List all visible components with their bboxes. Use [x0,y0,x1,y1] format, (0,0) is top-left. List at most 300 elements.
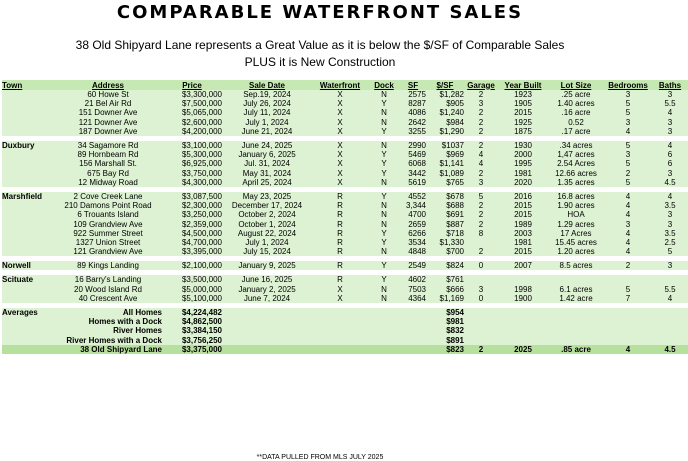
dock-cell: Y [381,99,387,109]
data-source-footnote: **DATA PULLED FROM MLS JULY 2025 [256,454,384,461]
waterfront-cell: X [337,168,343,178]
baths-cell: 3 [667,210,673,220]
lot-size-cell: 1.42 acre [559,293,593,303]
baths-cell: 5.5 [664,99,676,109]
town-cell: Duxbury [2,141,35,151]
average-price-cell: $3,756,250 [181,335,222,345]
bedrooms-cell: 4 [625,237,631,247]
waterfront-cell: R [337,228,343,238]
empty-cell [368,345,400,354]
average-psf-cell: $891 [446,335,464,345]
header-sf: SF [400,80,426,90]
price-cell: $5,065,000 [181,108,222,118]
lot-size-cell: 17 Acres [560,228,592,238]
empty-cell [312,308,368,317]
year-built-cell: 2015 [514,247,532,257]
table-row [2,294,688,303]
empty-cell [604,308,652,317]
price-per-sf-cell: $1037 [441,141,464,151]
sale-date-cell: June 21, 2024 [241,126,293,136]
bedrooms-cell: 4 [625,247,631,257]
table-row [2,261,688,270]
garage-cell: 4 [478,150,484,160]
sf-cell: 5619 [408,177,426,187]
baths-cell: 3 [667,219,673,229]
price-cell: $4,700,000 [181,237,222,247]
table-row [2,141,688,150]
address-cell: 60 Howe St [87,90,129,100]
waterfront-cell: X [337,99,343,109]
sf-cell: 2642 [408,117,426,127]
baths-cell: 4 [667,108,673,118]
empty-cell [400,345,426,354]
lot-size-cell: .17 acre [561,126,591,136]
sale-date-cell: May 31, 2024 [242,168,292,178]
table-row [2,99,688,108]
subject-year-cell: 2025 [498,345,548,354]
garage-cell: 2 [478,219,484,229]
bedrooms-cell: 5 [625,284,631,294]
price-cell: $3,100,000 [181,141,222,151]
lot-size-cell: HOA [567,210,585,220]
year-built-cell: 1981 [514,168,532,178]
table-row [2,118,688,127]
address-cell: 109 Grandview Ave [73,219,143,229]
subtitle-line-1: 38 Old Shipyard Lane represents a Great Value as it is below the $/SF of Comparable Sales [75,38,565,52]
baths-cell: 4 [667,293,673,303]
dock-cell: Y [381,126,387,136]
dock-cell: N [381,117,387,127]
dock-cell: N [381,108,387,118]
lot-size-cell: 6.1 acres [559,284,593,294]
price-per-sf-cell: $1,330 [439,237,464,247]
garage-cell: 2 [478,247,484,257]
subject-lot-cell: .85 acre [548,345,604,354]
bedrooms-cell: 4 [625,210,631,220]
year-built-cell: 1981 [514,237,532,247]
town-cell [2,90,54,99]
header-sale-date: Sale Date [222,80,312,90]
year-built-cell: 2016 [514,191,532,201]
garage-cell: 2 [478,210,484,220]
waterfront-cell: X [337,108,343,118]
address-cell: 89 Kings Landing [77,261,139,271]
price-cell: $4,500,000 [181,228,222,238]
town-cell [2,210,54,219]
sf-cell: 4602 [408,275,426,285]
garage-cell: 2 [478,141,484,151]
empty-cell [312,317,368,326]
lot-size-cell: 8.5 acres [559,261,593,271]
empty-cell [548,326,604,335]
waterfront-cell: X [337,293,343,303]
baths-cell: 5.5 [664,284,676,294]
town-cell [2,201,54,210]
price-per-sf-cell: $1,089 [439,168,464,178]
empty-cell [652,308,688,317]
address-cell: 34 Sagamore Rd [77,141,139,151]
bedrooms-cell: 2 [625,168,631,178]
header-baths: Baths [652,80,688,90]
price-per-sf-cell: $700 [446,247,464,257]
table-row [2,238,688,247]
waterfront-cell: R [337,219,343,229]
garage-cell: 2 [478,126,484,136]
address-cell: 40 Crescent Ave [78,293,138,303]
garage-cell: 3 [478,99,484,109]
average-label-cell: Homes with a Dock [88,317,162,327]
sf-cell: 2549 [408,261,426,271]
sf-cell: 3255 [408,126,426,136]
year-built-cell: 1995 [514,159,532,169]
lot-size-cell [548,275,604,284]
waterfront-cell: R [337,275,343,285]
address-cell: 121 Grandview Ave [73,247,143,257]
sale-date-cell: January 9, 2025 [238,261,296,271]
baths-cell: 3 [667,126,673,136]
waterfront-cell: R [337,247,343,257]
price-cell: $2,600,000 [181,117,222,127]
empty-cell [548,336,604,345]
garage-cell: 0 [478,293,484,303]
table-row [2,159,688,168]
waterfront-cell: X [337,141,343,151]
dock-cell: Y [381,191,387,201]
price-cell: $5,300,000 [181,150,222,160]
address-cell: 1327 Union Street [75,237,141,247]
average-label-cell: River Homes with a Dock [66,335,162,345]
waterfront-cell: X [337,126,343,136]
header-dock: Dock [368,80,400,90]
empty-cell [464,326,498,335]
price-cell: $6,925,000 [181,159,222,169]
address-cell: 675 Bay Rd [87,168,129,178]
empty-cell [368,326,400,335]
baths-cell: 3.5 [664,228,676,238]
price-cell: $3,500,000 [181,275,222,285]
year-built-cell: 2000 [514,150,532,160]
empty-cell [464,308,498,317]
town-cell [2,169,54,178]
empty-cell [312,326,368,335]
bedrooms-cell: 5 [625,99,631,109]
baths-cell: 3 [667,90,673,100]
sale-date-cell: Jul. 31, 2024 [244,159,290,169]
averages-label [2,326,54,335]
table-body [2,90,688,354]
subject-beds-cell: 4 [604,345,652,354]
price-cell: $3,395,000 [181,247,222,257]
sale-date-cell: June 7, 2024 [243,293,291,303]
price-per-sf-cell: $1,282 [439,90,464,100]
header-lot-size: Lot Size [548,80,604,90]
average-psf-cell: $954 [446,308,464,318]
price-cell: $5,100,000 [181,293,222,303]
price-per-sf-cell: $887 [446,219,464,229]
header-address: Address [54,80,162,90]
empty-cell [548,308,604,317]
subject-psf-cell: $823 [426,345,464,354]
town-cell [2,108,54,117]
price-per-sf-cell: $1,290 [439,126,464,136]
empty-cell [222,308,312,317]
header-price-per-sf: $/SF [426,80,464,90]
header-year-built: Year Built [498,80,548,90]
average-row [2,326,688,335]
year-built-cell: 1930 [514,141,532,151]
empty-cell [604,317,652,326]
subject-property-row [2,345,688,354]
town-cell [2,159,54,168]
sf-cell: 5469 [408,150,426,160]
price-per-sf-cell: $969 [446,150,464,160]
waterfront-cell: X [337,90,343,100]
empty-cell [368,336,400,345]
year-built-cell: 1923 [514,90,532,100]
bedrooms-cell: 4 [625,201,631,211]
sale-date-cell: January 6, 2025 [238,150,296,160]
empty-cell [498,326,548,335]
baths-cell: 2.5 [664,237,676,247]
sf-cell: 3442 [408,168,426,178]
year-built-cell [498,275,548,284]
garage-cell [464,275,498,284]
empty-cell [548,317,604,326]
sf-cell: 3,344 [405,201,426,211]
price-per-sf-cell: $1,141 [439,159,464,169]
garage-cell: 3 [478,284,484,294]
lot-size-cell: .25 acre [561,90,591,100]
bedrooms-cell: 4 [625,126,631,136]
price-cell: $7,500,000 [181,99,222,109]
address-cell: 121 Downer Ave [78,117,138,127]
garage-cell: 4 [478,159,484,169]
waterfront-cell: X [337,150,343,160]
sf-cell: 4848 [408,247,426,257]
bedrooms-cell: 5 [625,141,631,151]
average-price-cell: $4,862,500 [181,317,222,327]
dock-cell: N [381,177,387,187]
year-built-cell: 2015 [514,108,532,118]
waterfront-cell: X [337,159,343,169]
sf-cell: 6068 [408,159,426,169]
table-row [2,247,688,256]
year-built-cell: 1905 [514,99,532,109]
price-cell: $4,200,000 [181,126,222,136]
average-label-cell: River Homes [113,326,162,336]
sale-date-cell: June 16, 2025 [241,275,293,285]
year-built-cell: 2015 [514,201,532,211]
baths-cell: 4 [667,191,673,201]
average-psf-cell: $832 [446,326,464,336]
header-garage: Garage [464,80,498,90]
sf-cell: 3534 [408,237,426,247]
price-per-sf-cell: $765 [446,177,464,187]
sale-date-cell: January 2, 2025 [238,284,296,294]
baths-cell [652,275,688,284]
empty-cell [604,336,652,345]
empty-cell [652,326,688,335]
empty-cell [222,336,312,345]
town-cell [2,127,54,136]
town-cell [2,285,54,294]
baths-cell: 4.5 [664,177,676,187]
table-row [2,219,688,228]
dock-cell: N [381,293,387,303]
year-built-cell: 1998 [514,284,532,294]
empty-cell [2,345,54,354]
table-row [2,201,688,210]
price-cell: $3,750,000 [181,168,222,178]
price-cell: $3,250,000 [181,210,222,220]
empty-cell [312,345,368,354]
bedrooms-cell: 4 [625,191,631,201]
sf-cell: 6266 [408,228,426,238]
page-title: COMPARABLE WATERFRONT SALES [116,2,524,23]
sf-cell: 4700 [408,210,426,220]
price-cell: $4,300,000 [181,177,222,187]
baths-cell: 3 [667,261,673,271]
dock-cell: Y [381,168,387,178]
empty-cell [498,336,548,345]
price-cell: $3,300,000 [181,90,222,100]
garage-cell: 2 [478,117,484,127]
lot-size-cell: 12.66 acres [555,168,597,178]
empty-cell [312,336,368,345]
address-cell: 21 Bel Air Rd [84,99,132,109]
year-built-cell: 2007 [514,261,532,271]
price-per-sf-cell: $688 [446,201,464,211]
waterfront-cell: R [337,210,343,220]
empty-cell [400,326,426,335]
waterfront-cell: X [337,117,343,127]
sale-date-cell: October 2, 2024 [238,210,296,220]
sale-date-cell: July 15, 2024 [243,247,291,257]
bedrooms-cell: 5 [625,108,631,118]
table-row [2,169,688,178]
bedrooms-cell: 7 [625,293,631,303]
bedrooms-cell: 3 [625,150,631,160]
price-cell: $5,000,000 [181,284,222,294]
lot-size-cell: 1.40 acres [557,99,595,109]
lot-size-cell: 1.35 acres [557,177,595,187]
average-psf-cell: $981 [446,317,464,327]
address-cell: 6 Trouants Island [77,210,139,220]
dock-cell: Y [381,159,387,169]
garage-cell: 8 [478,228,484,238]
town-cell: Marshfield [2,191,43,201]
table-row [2,275,688,284]
comparable-sales-table [2,80,688,354]
average-row [2,336,688,345]
table-row [2,210,688,219]
price-cell: $2,300,000 [181,201,222,211]
sf-cell: 2575 [408,90,426,100]
subject-baths-cell: 4.5 [652,345,688,354]
town-cell [2,150,54,159]
town-cell [2,238,54,247]
average-row [2,308,688,317]
header-town: Town [2,80,54,90]
header-price: Price [162,80,222,90]
year-built-cell: 2020 [514,177,532,187]
sale-date-cell: December 17, 2024 [231,201,303,211]
price-per-sf-cell: $1,169 [439,293,464,303]
address-cell: 16 Barry's Landing [74,275,142,285]
address-cell: 187 Downer Ave [78,126,138,136]
lot-size-cell: 0.52 [568,117,584,127]
year-built-cell: 1900 [514,293,532,303]
empty-cell [464,336,498,345]
town-cell [2,294,54,303]
price-per-sf-cell: $905 [446,99,464,109]
dock-cell: N [381,219,387,229]
town-cell [2,229,54,238]
empty-cell [368,317,400,326]
lot-size-cell: 1.20 acres [557,247,595,257]
dock-cell: N [381,284,387,294]
waterfront-cell: R [337,191,343,201]
waterfront-cell: R [337,201,343,211]
garage-cell: 0 [478,261,484,271]
empty-cell [222,326,312,335]
empty-cell [498,317,548,326]
lot-size-cell: 2.54 Acres [557,159,595,169]
dock-cell: N [381,247,387,257]
waterfront-cell: R [337,261,343,271]
empty-cell [400,317,426,326]
lot-size-cell: 15.45 acres [555,237,597,247]
town-cell [2,99,54,108]
bedrooms-cell: 3 [625,219,631,229]
bedrooms-cell: 2 [625,261,631,271]
bedrooms-cell: 4 [625,228,631,238]
lot-size-cell: .34 acres [559,141,593,151]
bedrooms-cell: 5 [625,177,631,187]
waterfront-cell: X [337,284,343,294]
lot-size-cell: .16 acre [561,108,591,118]
sf-cell: 4364 [408,293,426,303]
sale-date-cell: October 1, 2024 [238,219,296,229]
garage-cell: 2 [478,90,484,100]
bedrooms-cell: 3 [625,90,631,100]
garage-cell: 3 [478,177,484,187]
empty-cell [604,326,652,335]
empty-cell [464,317,498,326]
bedrooms-cell: 5 [625,159,631,169]
empty-cell [400,308,426,317]
year-built-cell: 1989 [514,219,532,229]
average-label-cell: All Homes [122,308,162,318]
sf-cell: 4552 [408,191,426,201]
sale-date-cell: Sep.19, 2024 [243,90,291,100]
address-cell: 922 Summer Street [73,228,143,238]
price-per-sf-cell: $666 [446,284,464,294]
price-per-sf-cell: $761 [446,275,464,285]
town-cell: Norwell [2,261,31,271]
address-cell: 2 Cove Creek Lane [73,191,143,201]
waterfront-cell: R [337,237,343,247]
empty-cell [400,336,426,345]
year-built-cell: 1925 [514,117,532,127]
price-cell: $2,100,000 [181,261,222,271]
price-cell: $2,359,000 [181,219,222,229]
year-built-cell: 2015 [514,210,532,220]
sale-date-cell: July 11, 2024 [243,108,291,118]
garage-cell: 5 [478,191,484,201]
empty-cell [368,308,400,317]
town-cell [2,247,54,256]
